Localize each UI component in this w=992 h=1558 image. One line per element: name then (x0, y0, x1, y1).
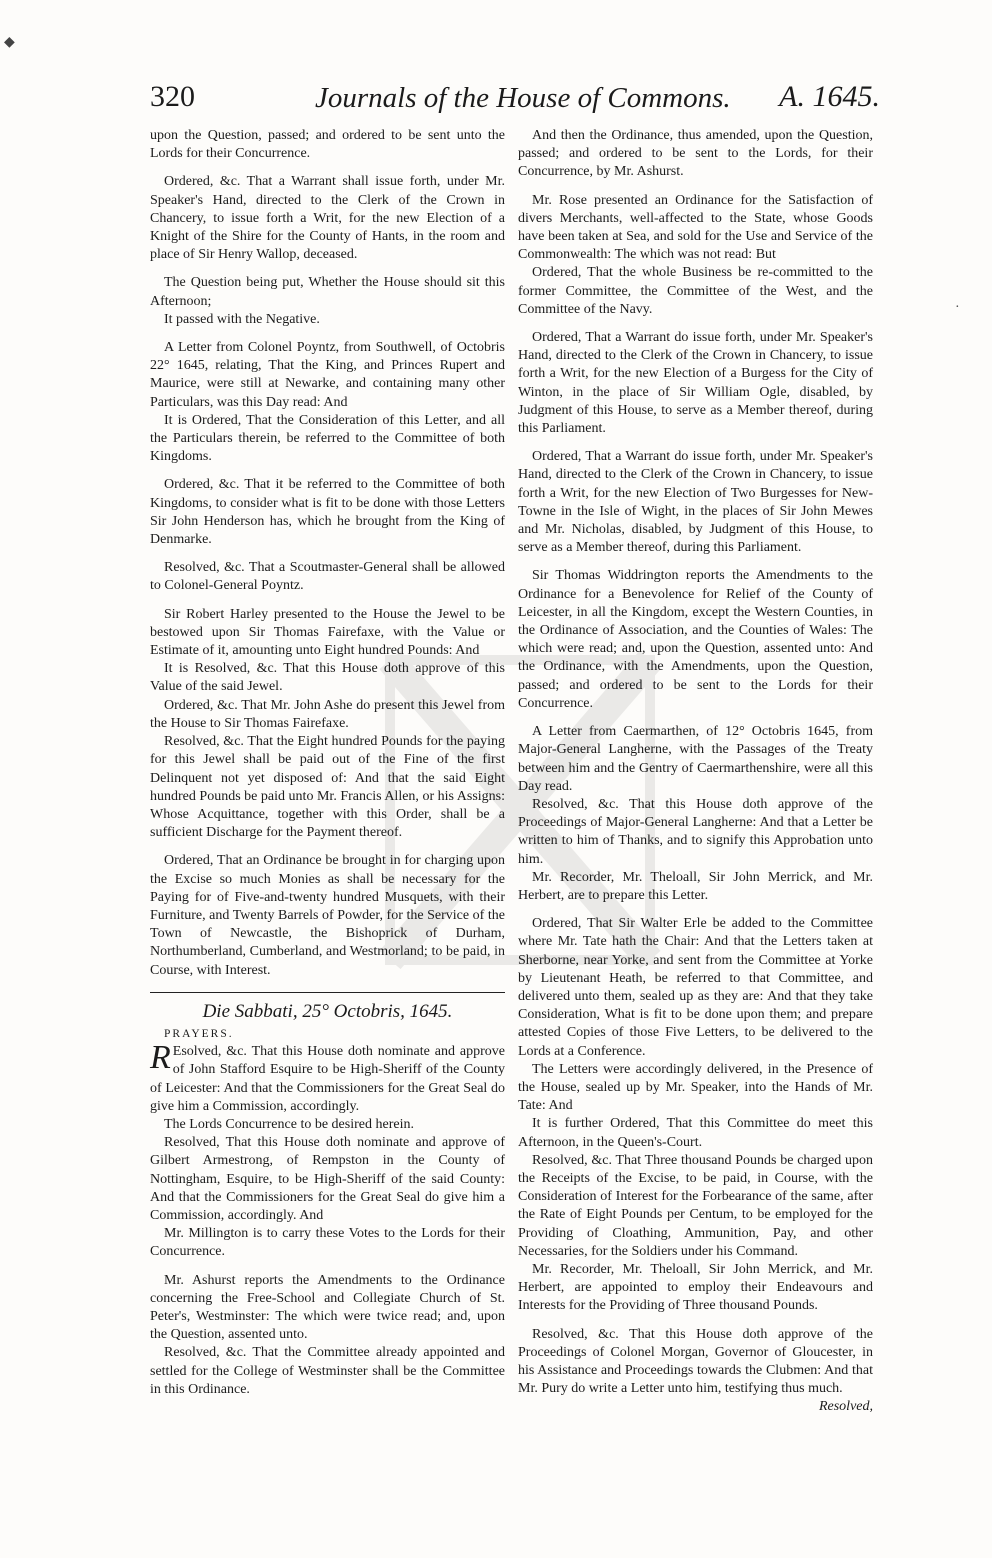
paragraph: Mr. Rose presented an Ordinance for the Satisfaction of divers Merchants, well-affected to the State, whose Goods have been taken at Sea, and sold for the Use and Service of the Commonwealth: The which was not read: But (518, 192, 873, 263)
paragraph: It is Ordered, That the Consideration of this Letter, and all the Particulars therein, be referred to the Committee of both Kingdoms. (150, 412, 505, 465)
paragraph (150, 1039, 505, 1116)
paragraph: Ordered, That a Warrant do issue forth, under Mr. Speaker's Hand, directed to the Clerk of the Crown in Chancery, to issue forth a Writ, for the new Election of a Burgess for the City of Winton, in the place of Sir William Ogle, disabled, by Judgment of this House, to serve as a Member thereof, during this Parliament. (518, 330, 873, 437)
paragraph: Resolved, &c. That the Eight hundred Pounds for the paying for this Jewel shall be paid out of the Fine of the first Delinquent not yet disposed of: And that the said Eight hundred Pounds be paid unto Mr. Francis Allen, or his Assigns: Whose Acquittance, together with this Order, shall be a sufficient Discharge for the Payment thereof. (150, 734, 505, 841)
paragraph: Mr. Millington is to carry these Votes to the Lords for their Concurrence. (150, 1226, 505, 1260)
margin-mark-icon: ◆ (4, 35, 15, 50)
paragraph: It is further Ordered, That this Committee do meet this Afternoon, in the Queen's-Court. (518, 1116, 873, 1150)
paragraph: The Lords Concurrence to be desired herein. (164, 1116, 414, 1132)
paragraph: It is Resolved, &c. That this House doth approve of this Value of the said Jewel. (150, 661, 505, 695)
left-column (150, 127, 505, 1399)
paragraph: Mr. Recorder, Mr. Theloall, Sir John Merrick, and Mr. Herbert, are to prepare this Letter. (518, 869, 873, 903)
paragraph: Resolved, &c. That a Scoutmaster-General shall be allowed to Colonel-General Poyntz. (150, 560, 505, 594)
day-heading: Die Sabbati, 25° Octobris, 1645. (202, 1000, 453, 1022)
running-title: Journals of the House of Commons. (315, 82, 731, 114)
paragraph: The Question being put, Whether the House should sit this Afternoon; (150, 275, 505, 309)
paragraph: Resolved, &c. That this House doth approve of the Proceedings of Colonel Morgan, Governor of Gloucester, in his Assistance and Proceedings towards the Clubmen: And that Mr. Pury do write a Letter unto him, testifying thus much. (518, 1326, 873, 1397)
page-number: 320 (150, 80, 195, 113)
paragraph: A Letter from Caermarthen, of 12° Octobris 1645, from Major-General Langherne, with the Passages of the Treaty between him and the Gentry of Caermarthenshire, were all this Day read. (518, 724, 873, 794)
prayers-label: PRAYERS. (164, 1027, 234, 1040)
margin-mark-icon: · (955, 300, 960, 315)
section-divider (150, 992, 505, 993)
paragraph: Ordered, That an Ordinance be brought in for charging upon the Excise so much Monies as shall be necessary for the Paying for of Five-and-twenty hundred Musquets, with their Furniture, and Twenty Barrels of Powder, for the Service of the Town of Newcastle, the Bishoprick of Durham, Northumberland, Cumberland, and Westmorland; to be paid, in Course, with Interest. (150, 853, 505, 978)
paragraph: Resolved, &c. That the Committee already appointed and settled for the College of Westminster shall be the Committee in this Ordinance. (150, 1345, 505, 1397)
paragraph: Sir Robert Harley presented to the House the Jewel to be bestowed upon Sir Thomas Fairefaxe, with the Value or Estimate of it, amounting unto Eight hundred Pounds: And (150, 606, 505, 659)
page-header (150, 80, 880, 124)
catchword: Resolved, (818, 1399, 873, 1415)
paragraph-text: Esolved, &c. That this House doth nominate and approve of John Stafford Esquire to be High-Sheriff of the County of Leicester: And that the Commissioners for the Great Seal do give him a Commission, accordingly. (150, 1044, 505, 1114)
paragraph: The Letters were accordingly delivered, in the Presence of the House, sealed up by Mr. Speaker, into the Hands of Mr. Tate: And (518, 1061, 873, 1114)
drop-cap: R (150, 1039, 171, 1077)
paragraph: Mr. Recorder, Mr. Theloall, Sir John Merrick, and Mr. Herbert, are appointed to employ their Endeavours and Interests for the Providing of Three thousand Pounds. (518, 1261, 873, 1314)
paragraph: Ordered, That a Warrant do issue forth, under Mr. Speaker's Hand, directed to the Clerk of the Crown in Chancery, to issue forth a Writ, for the new Election of Two Burgesses for New-Towne in the Isle of Wight, in the places of Sir John Mewes and Mr. Nicholas, disabled, by Judgment of this House, to serve as a Member thereof, during this Parliament. (518, 449, 873, 556)
paragraph: Ordered, &c. That a Warrant shall issue forth, under Mr. Speaker's Hand, directed to the Clerk of the Crown in Chancery, to issue forth a Writ, for the new Election of a Knight of the Shire for the County of Hants, in the room and place of Sir Henry Wallop, deceased. (150, 174, 505, 263)
paragraph: Ordered, That Sir Walter Erle be added to the Committee where Mr. Tate hath the Chair: And that the Letters taken at Sherborne, near Yorke, and sent from the Committee at Yorke by Lieutenant Heath, be referred to that Committee, and delivered unto them, sealed up as they are: And that they take Consideration, What is fit to be done upon them; and prepare attested Copies of those Five Letters, to be delivered to the Lords at a Conference. (518, 916, 873, 1059)
paragraph: Ordered, &c. That it be referred to the Committee of both Kingdoms, to consider what is fit to be done with those Letters Sir John Henderson has, which he brought from the King of Denmarke. (150, 477, 505, 548)
right-column (518, 127, 873, 1417)
paragraph: Resolved, &c. That this House doth approve of the Proceedings of Major-General Langherne: And that a Letter be written to him of Thanks, and to signify this Approbation unto him. (518, 796, 873, 867)
paragraph: upon the Question, passed; and ordered to be sent unto the Lords for their Concurrence. (150, 128, 505, 162)
paragraph: Ordered, That the whole Business be re-committed to the former Committee, the Committee of the West, and the Committee of the Navy. (518, 265, 873, 317)
paragraph: Resolved, That this House doth nominate and approve of Gilbert Armestrong, of Rempston in the County of Nottingham, Esquire, to be High-Sheriff of the said County: And that the Commissioners for the Great Seal do give him a Commission, accordingly. And (150, 1135, 505, 1223)
paragraph: Resolved, &c. That Three thousand Pounds be charged upon the Receipts of the Excise, to be paid, in Course, with the Consideration of Interest for the Forbearance of the same, after the Rate of Eight Pounds per Centum, to be employed for the Providing of Cloathing, Ammunition, Pay, and other Necessaries, for the Soldiers under his Command. (518, 1152, 873, 1259)
year-heading: A. 1645. (779, 80, 880, 113)
paragraph: Ordered, &c. That Mr. John Ashe do present this Jewel from the House to Sir Thomas Fairefaxe. (150, 697, 505, 731)
paragraph: A Letter from Colonel Poyntz, from Southwell, of Octobris 22° 1645, relating, That the King, and Princes Rupert and Maurice, were still at Newarke, and containing many other Particulars, was this Day read: And (150, 340, 505, 410)
paragraph: And then the Ordinance, thus amended, upon the Question, passed; and ordered to be sent to the Lords, for their Concurrence, by Mr. Ashurst. (518, 128, 873, 180)
paragraph: It passed with the Negative. (164, 311, 320, 327)
paragraph: Sir Thomas Widdrington reports the Amendments to the Ordinance for a Benevolence for Relief of the County of Leicester, in all the Kingdom, except the Western Counties, in the Ordinance of Association, and the Counties of Wales: The which were read; and, upon the Question, assented unto: And the Ordinance, with the Amendments, upon the Question, passed; and ordered to be sent to the Lords for their Concurrence. (518, 568, 873, 711)
paragraph: Mr. Ashurst reports the Amendments to the Ordinance concerning the Free-School and Collegiate Church of St. Peter's, Westminster: The which were twice read; and, upon the Question, assented unto. (150, 1272, 505, 1343)
